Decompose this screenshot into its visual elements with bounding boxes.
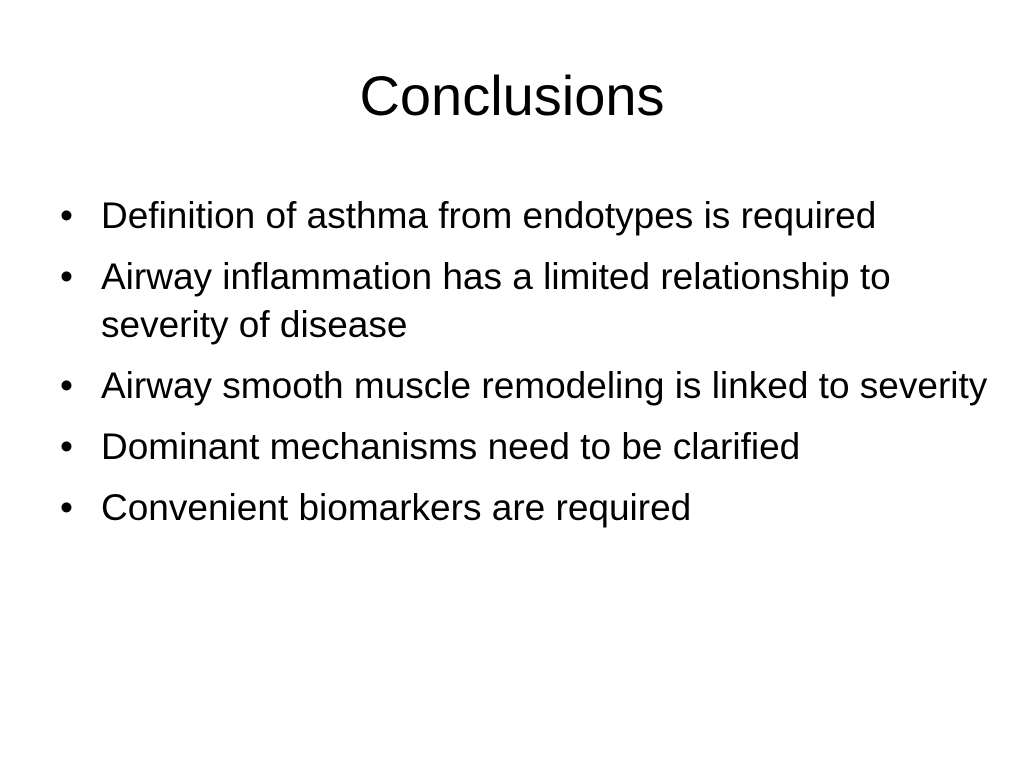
bullet-icon: •	[60, 487, 73, 528]
bullet-icon: •	[60, 426, 73, 467]
bullet-item	[60, 192, 1000, 240]
bullet-text: Airway smooth muscle remodeling is linked to severity	[101, 365, 988, 406]
bullet-text: Airway inflammation has a limited relationship to severity of disease	[101, 256, 891, 345]
bullet-item	[60, 253, 1000, 349]
bullet-item	[60, 484, 1000, 532]
bullet-text: Dominant mechanisms need to be clarified	[101, 426, 801, 467]
bullet-icon: •	[60, 195, 73, 236]
bullet-text: Convenient biomarkers are required	[101, 487, 692, 528]
bullet-icon: •	[60, 256, 73, 297]
bullet-list	[60, 192, 1000, 545]
bullet-icon: •	[60, 365, 73, 406]
slide-title: Conclusions	[359, 64, 665, 127]
bullet-item	[60, 423, 1000, 471]
bullet-text: Definition of asthma from endotypes is required	[101, 195, 877, 236]
bullet-item	[60, 362, 1000, 410]
